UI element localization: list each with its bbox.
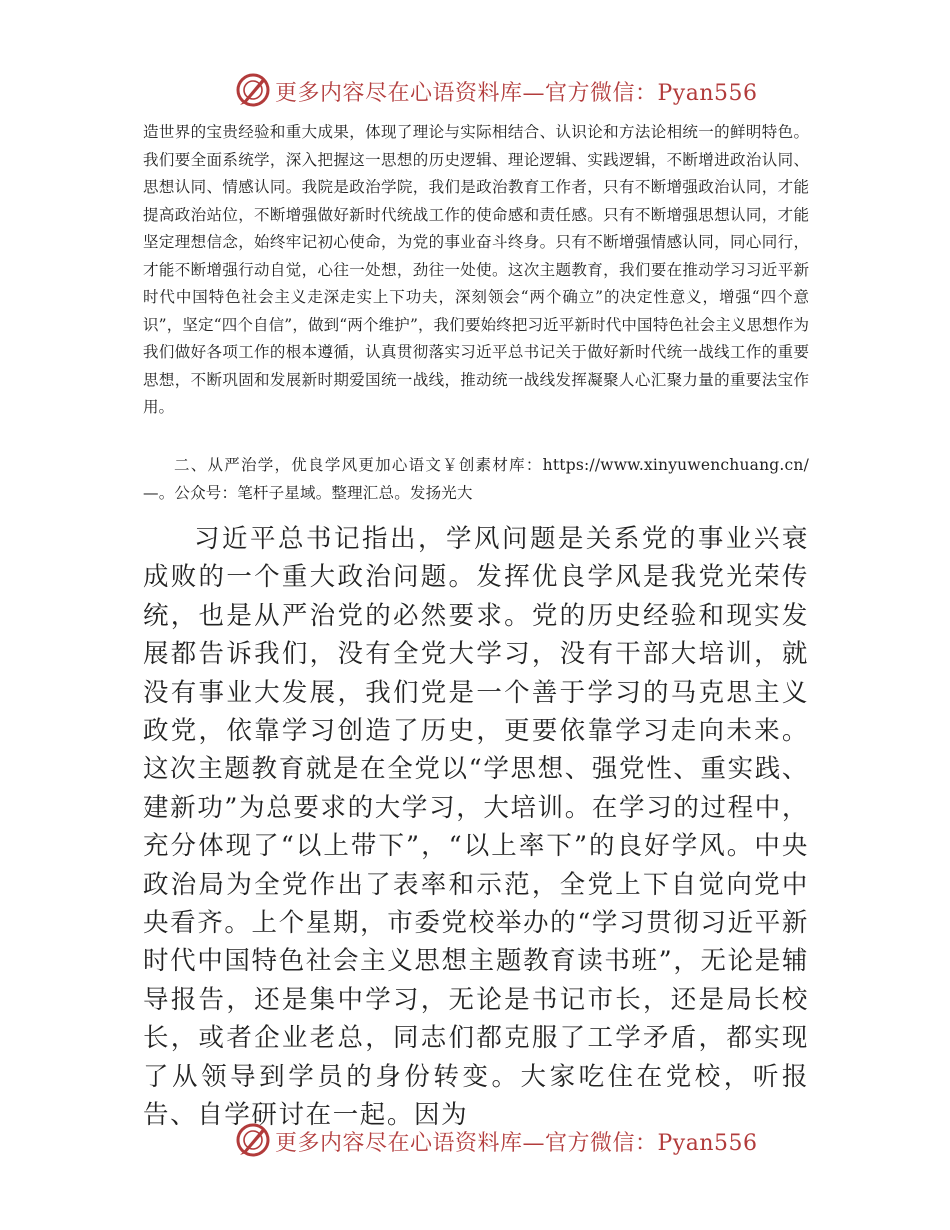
footer-banner-text: 更多内容尽在心语资料库—官方微信：Pyan556 <box>275 1131 758 1156</box>
header-banner-text: 更多内容尽在心语资料库—官方微信：Pyan556 <box>275 81 758 106</box>
footer-watermark-banner <box>235 1120 758 1160</box>
quill-seal-logo-icon <box>235 1122 271 1158</box>
body-paragraph-1: 造世界的宝贵经验和重大成果，体现了理论与实际相结合、认识论和方法论相统一的鲜明特色。我们要全面系统学，深入把握这一思想的历史逻辑、理论逻辑、实践逻辑，不断增进政治认同、思想认同、情感认同。我院是政治学院，我们是政治教育工作者，只有不断增强政治认同，才能提高政治站位，不断增强做好新时代统战工作的使命感和责任感。只有不断增强思想认同，才能坚定理想信念，始终牢记初心使命，为党的事业奋斗终身。只有不断增强情感认同，同心同行，才能不断增强行动自觉，心往一处想，劲往一处使。这次主题教育，我们要在推动学习习近平新时代中国特色社会主义走深走实上下功夫，深刻领会“两个确立”的决定性意义，增强“四个意识”，坚定“四个自信”，做到“两个维护”，我们要始终把习近平新时代中国特色社会主义思想作为我们做好各项工作的根本遵循，认真贯彻落实习近平总书记关于做好新时代统一战线工作的重要思想，不断巩固和发展新时期爱国统一战线，推动统一战线发挥凝聚人心汇聚力量的重要法宝作用。 <box>143 123 809 416</box>
quill-seal-logo-icon <box>235 72 271 108</box>
body-paragraph-3: 习近平总书记指出，学风问题是关系党的事业兴衰成败的一个重大政治问题。发挥优良学风是我党光荣传统，也是从严治党的必然要求。党的历史经验和现实发展都告诉我们，没有全党大学习，没有干部大培训，就没有事业大发展，我们党是一个善于学习的马克思主义政党，依靠学习创造了历史，更要依靠学习走向未来。这次主题教育就是在全党以“学思想、强党性、重实践、建新功”为总要求的大学习，大培训。在学习的过程中，充分体现了“以上带下”，“以上率下”的良好学风。中央政治局为全党作出了表率和示范，全党上下自觉向党中央看齐。上个星期，市委党校举办的“学习贯彻习近平新时代中国特色社会主义思想主题教育读书班”，无论是辅导报告，还是集中学习，无论是书记市长，还是局长校长，或者企业老总，同志们都克服了工学矛盾，都实现了从领导到学员的身份转变。大家吃住在党校，听报告、自学研讨在一起。因为 <box>143 524 809 1131</box>
section-heading-2: 二、从严治学，优良学风更加心语文￥创素材库：https://www.xinyuwenchuang.cn/—。公众号：笔杆子星域。整理汇总。发扬光大 <box>143 456 809 502</box>
header-watermark-banner <box>235 70 758 110</box>
